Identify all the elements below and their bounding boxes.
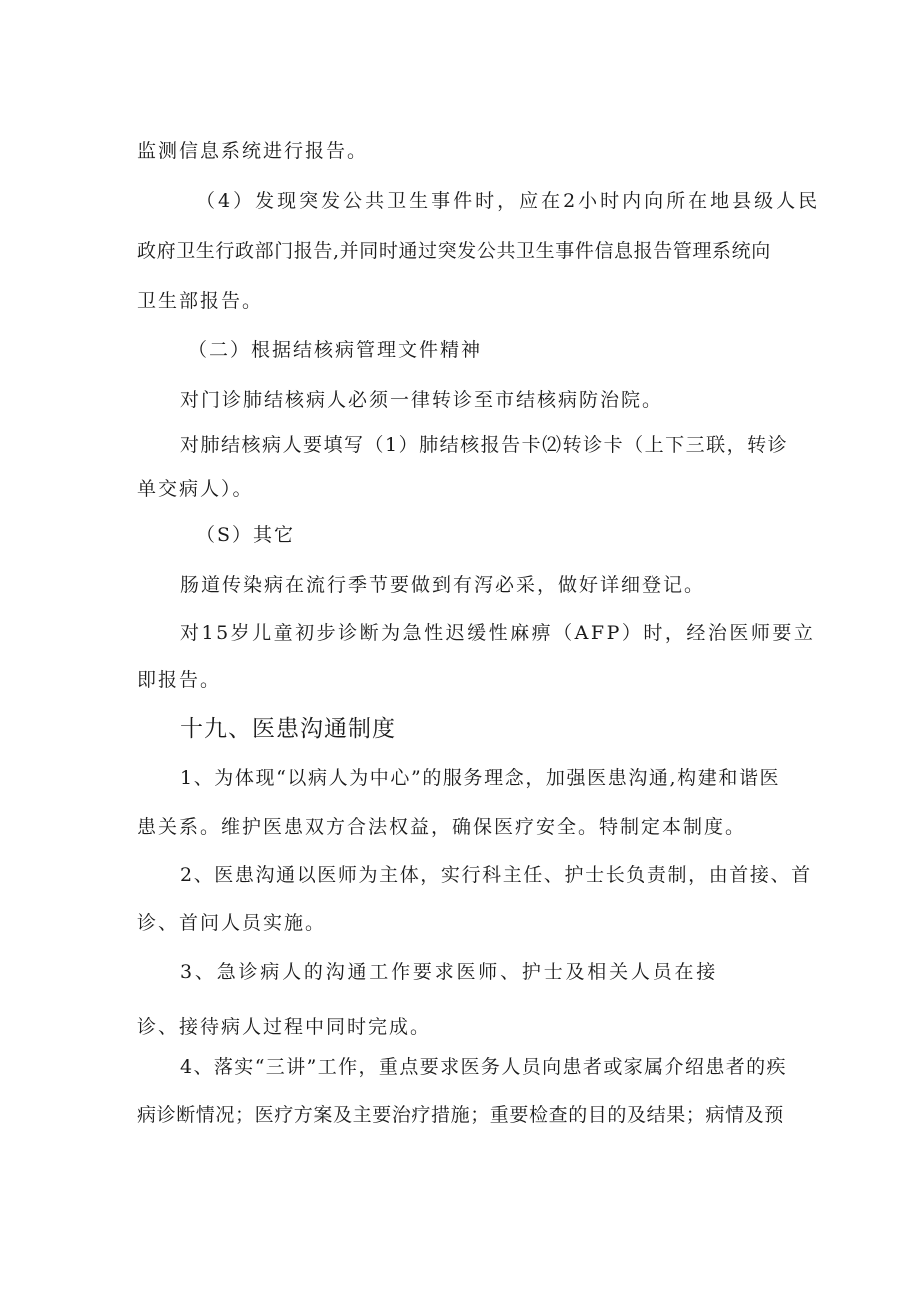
text-line: 对肺结核病人要填写（1）肺结核报告卡⑵转诊卡（上下三联，转诊 [180,434,789,456]
text-line: 3、急诊病人的沟通工作要求医师、护士及相关人员在接 [180,961,719,983]
text-line: 诊、接待病人过程中同时完成。 [137,1016,432,1038]
text-line: 4、落实“三讲”工作，重点要求医务人员向患者或家属介绍患者的疾 [180,1056,787,1078]
text-line: 监测信息系统进行报告。 [137,140,369,162]
text-line: 单交病人）。 [137,478,254,500]
text-line: 对15岁儿童初步诊断为急性迟缓性麻痹（AFP）时，经治医师要立 [180,622,816,644]
section-subtitle: （二）根据结核病管理文件精神 [188,339,483,361]
text-line: 1、为体现“以病人为中心”的服务理念，加强医患沟通,构建和谐医 [180,767,781,789]
text-line: 肠道传染病在流行季节要做到有泻必采，做好详细登记。 [180,574,706,596]
text-line: 政府卫生行政部门报告,并同时通过突发公共卫生事件信息报告管理系统向 [137,240,771,262]
text-line: 病诊断情况；医疗方案及主要治疗措施；重要检查的目的及结果；病情及预 [137,1104,784,1126]
text-line: 患关系。维护医患双方合法权益，确保医疗安全。特制定本制度。 [137,816,747,838]
text-line: 诊、首问人员实施。 [137,912,327,934]
text-line: 即报告。 [137,669,222,691]
section-heading: 十九、医患沟通制度 [180,716,396,742]
text-line: 对门诊肺结核病人必须一律转诊至市结核病防治院。 [180,389,664,411]
section-subtitle: （S）其它 [196,524,296,546]
text-line: （4）发现突发公共卫生事件时，应在2小时内向所在地县级人民 [196,190,821,212]
text-line: 2、医患沟通以医师为主体，实行科主任、护士长负责制，由首接、首 [180,864,812,886]
text-line: 卫生部报告。 [137,290,264,312]
